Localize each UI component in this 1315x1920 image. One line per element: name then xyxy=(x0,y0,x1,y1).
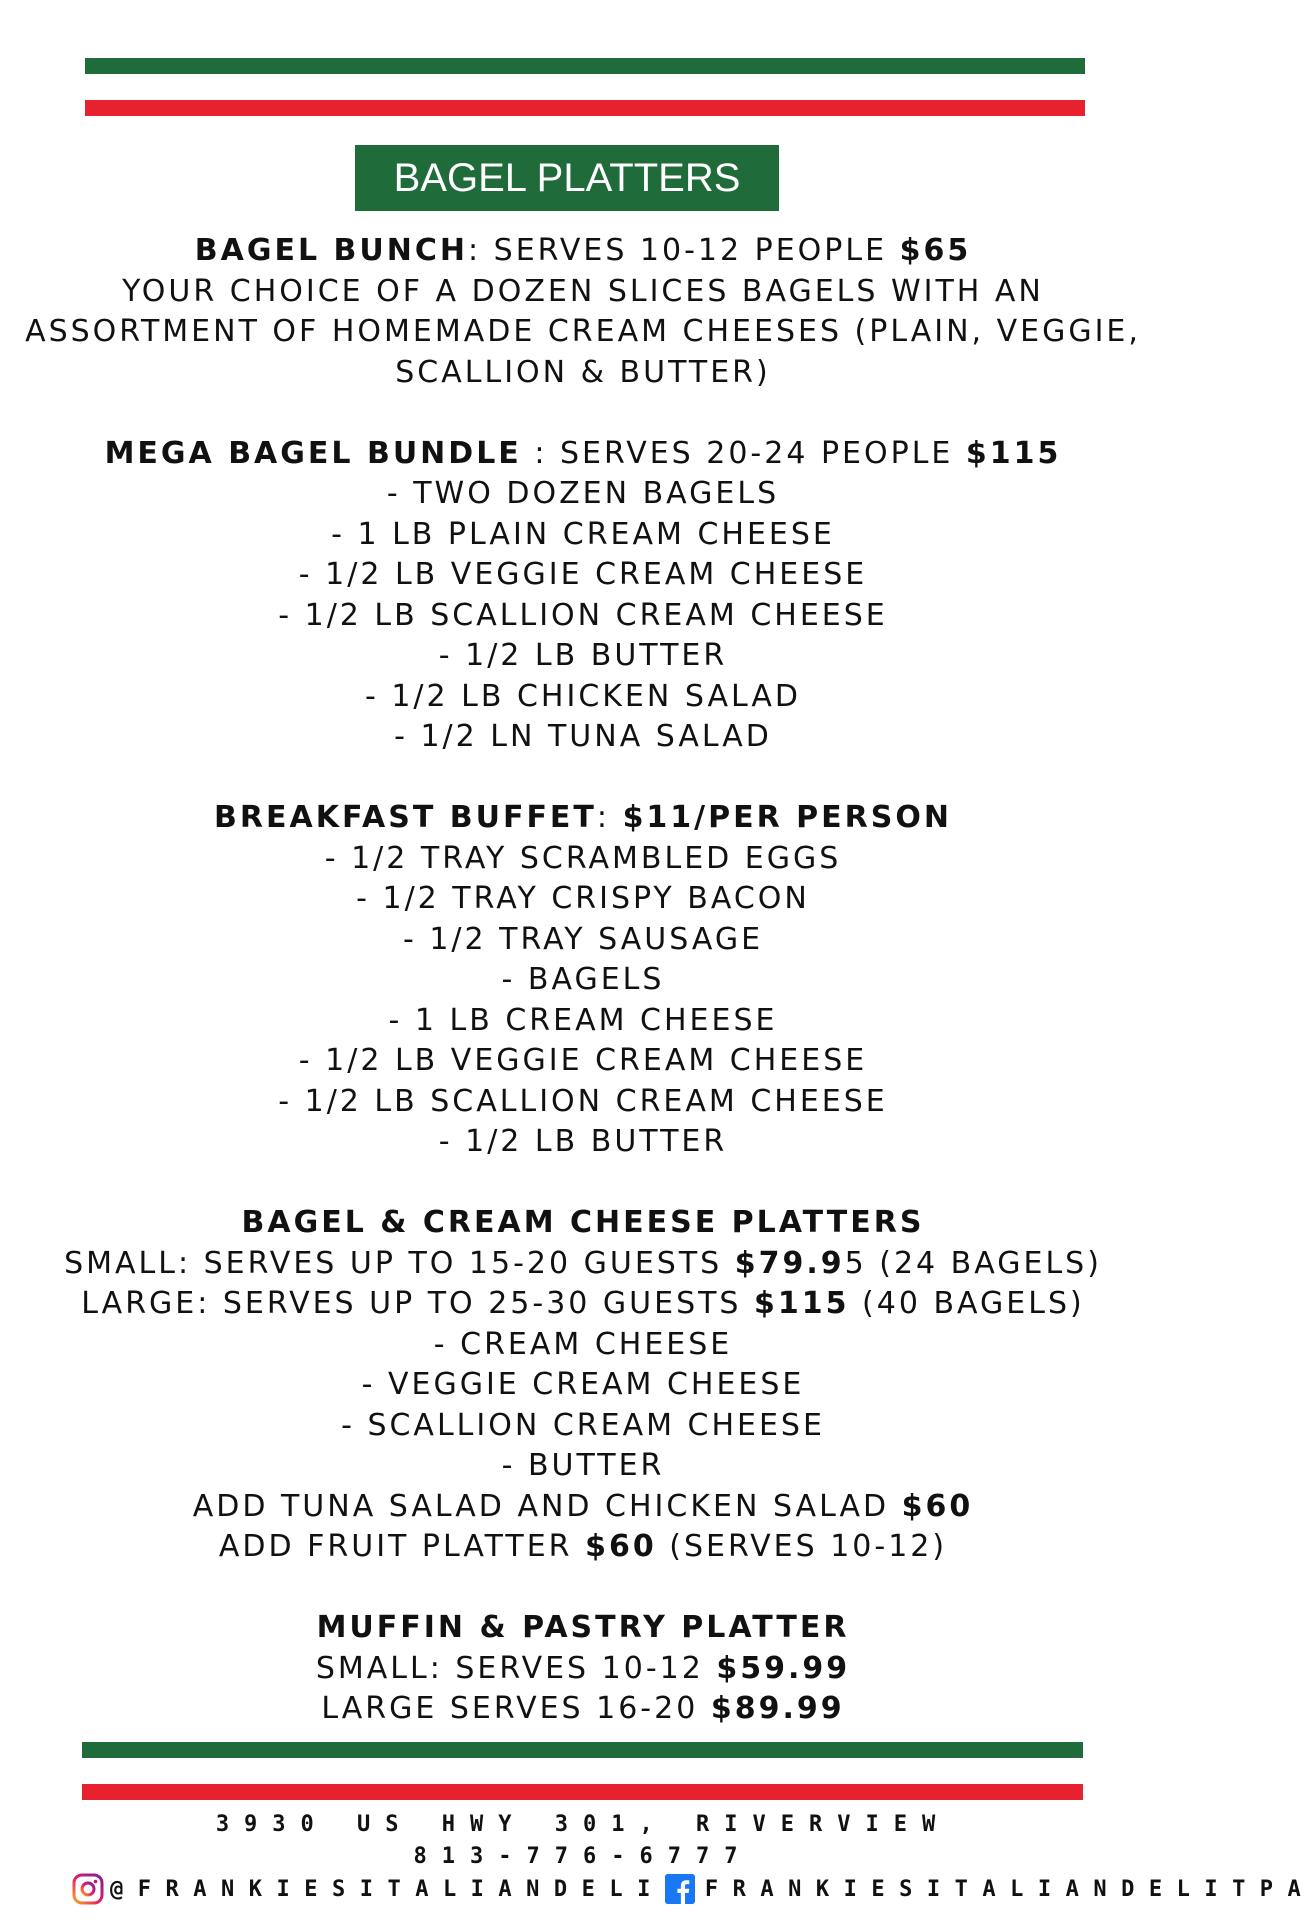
list-item: - 1 LB PLAIN CREAM CHEESE xyxy=(331,516,835,552)
list-item: - TWO DOZEN BAGELS xyxy=(386,476,780,511)
list-item: - SCALLION CREAM CHEESE xyxy=(341,1407,825,1443)
facebook-icon[interactable] xyxy=(665,1874,695,1904)
mega-bundle-heading: MEGA BAGEL BUNDLE : SERVES 20-24 PEOPLE $115 xyxy=(104,435,1062,471)
list-item: - 1 LB CREAM CHEESE xyxy=(388,1002,778,1038)
list-item: - 1/2 LB SCALLION CREAM CHEESE xyxy=(278,1083,888,1119)
list-item: - 1/2 LB SCALLION CREAM CHEESE xyxy=(278,597,888,633)
facebook-handle[interactable]: FRANKIESITALIANDELITPA xyxy=(704,1876,1315,1902)
muffin-heading: MUFFIN & PASTRY PLATTER xyxy=(316,1610,850,1645)
list-item: - BAGELS xyxy=(501,962,665,997)
menu-body xyxy=(0,231,1166,1730)
bagel-bunch-desc: YOUR CHOICE OF A DOZEN SLICES BAGELS WITH AN xyxy=(122,273,1044,309)
list-item: - 1/2 LB BUTTER xyxy=(438,1124,728,1159)
list-item: - 1/2 TRAY SAUSAGE xyxy=(402,921,764,957)
social-links xyxy=(72,1872,1315,1906)
add-tuna-chicken: ADD TUNA SALAD AND CHICKEN SALAD $60 xyxy=(192,1488,974,1524)
list-item: - 1/2 TRAY CRISPY BACON xyxy=(356,881,810,916)
bagel-bunch-desc: ASSORTMENT OF HOMEMADE CREAM CHEESES (PLAIN, VEGGIE, xyxy=(25,314,1141,349)
instagram-icon[interactable] xyxy=(72,1873,104,1905)
list-item: - BUTTER xyxy=(501,1448,665,1483)
phone-number[interactable]: 813-776-6777 xyxy=(413,1844,753,1869)
list-item: - 1/2 LB CHICKEN SALAD xyxy=(364,678,802,714)
top-green-stripe xyxy=(85,58,1085,74)
breakfast-buffet-heading: BREAKFAST BUFFET: $11/PER PERSON xyxy=(214,800,952,835)
platter-small: SMALL: SERVES UP TO 15-20 GUESTS $79.95 (24 BAGELS) xyxy=(64,1245,1102,1281)
bagel-bunch-heading: BAGEL BUNCH: SERVES 10-12 PEOPLE $65 xyxy=(194,233,972,268)
bagel-bunch-desc: SCALLION & BUTTER) xyxy=(395,354,771,390)
list-item: - CREAM CHEESE xyxy=(433,1326,733,1362)
add-fruit-platter: ADD FRUIT PLATTER $60 (SERVES 10-12) xyxy=(218,1529,948,1564)
list-item: - 1/2 LB VEGGIE CREAM CHEESE xyxy=(298,1043,868,1078)
muffin-small: SMALL: SERVES 10-12 $59.99 xyxy=(315,1650,851,1686)
top-red-stripe xyxy=(85,100,1085,116)
list-item: - 1/2 LN TUNA SALAD xyxy=(394,719,772,754)
page-title: BAGEL PLATTERS xyxy=(355,145,779,211)
list-item: - 1/2 TRAY SCRAMBLED EGGS xyxy=(324,840,842,876)
list-item: - 1/2 LB BUTTER xyxy=(438,638,728,673)
bottom-green-stripe xyxy=(82,1742,1083,1758)
instagram-handle[interactable]: @FRANKIESITALIANDELI xyxy=(110,1876,665,1902)
address: 3930 US HWY 301, RIVERVIEW xyxy=(215,1812,951,1837)
platters-heading: BAGEL & CREAM CHEESE PLATTERS xyxy=(241,1205,925,1240)
list-item: - 1/2 LB VEGGIE CREAM CHEESE xyxy=(298,557,868,592)
list-item: - VEGGIE CREAM CHEESE xyxy=(361,1367,805,1402)
bottom-red-stripe xyxy=(82,1784,1083,1800)
platter-large: LARGE: SERVES UP TO 25-30 GUESTS $115 (40 BAGELS) xyxy=(81,1286,1085,1321)
muffin-large: LARGE SERVES 16-20 $89.99 xyxy=(321,1691,845,1726)
